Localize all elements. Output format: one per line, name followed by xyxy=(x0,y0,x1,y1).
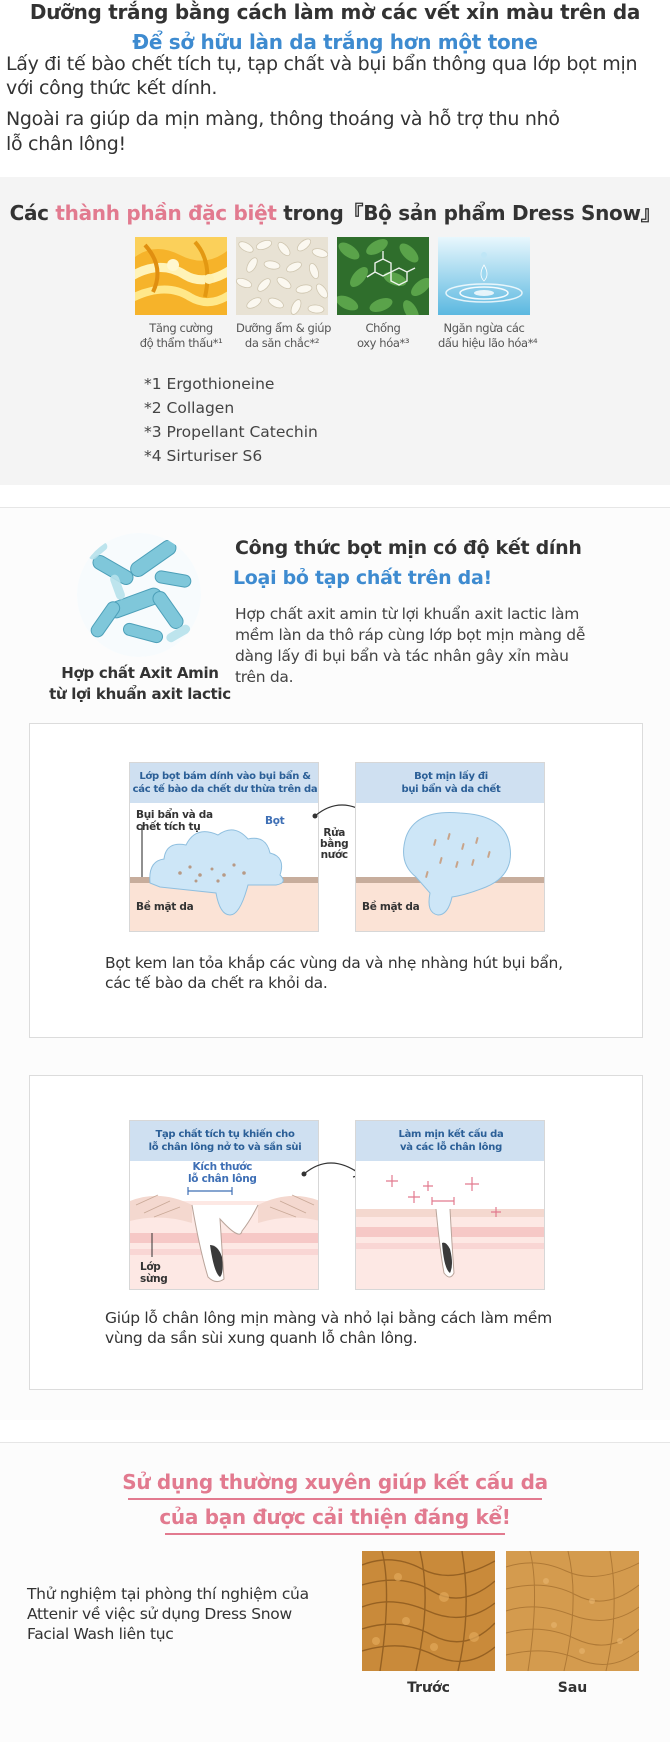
results-description-line: Attenir về việc sử dụng Dress Snow xyxy=(27,1605,292,1623)
diagram-header-line: Tạp chất tích tụ khiến cho xyxy=(155,1129,295,1140)
foam-description-line: dàng lấy đi bụi bẩn và tác nhân gây xỉn màu xyxy=(235,647,569,665)
card-description-line: Giúp lỗ chân lông mịn màng và nhỏ lại bằng cách làm mềm xyxy=(105,1309,552,1327)
skin-surface-label: Bề mặt da xyxy=(362,901,420,913)
ingredients-title-highlight: thành phần đặc biệt xyxy=(55,201,277,225)
results-section xyxy=(0,1442,670,1742)
results-description-line: Facial Wash liên tục xyxy=(27,1625,174,1643)
ingredient-caption xyxy=(438,321,538,351)
green-leaves-image xyxy=(337,237,429,315)
ingredient-note: *4 Sirturiser S6 xyxy=(144,447,263,465)
diagram-header-line: các tế bào da chết dư thừa trên da xyxy=(132,784,318,795)
diagram-body xyxy=(130,1161,319,1290)
water-drop-image xyxy=(438,237,530,315)
dirt-label-line: chết tích tụ xyxy=(136,821,201,833)
ingredients-title-pre: Các xyxy=(9,201,56,225)
rinse-label-line: bằng xyxy=(320,838,349,850)
intro-body-line: lỗ chân lông! xyxy=(6,133,126,155)
ingredients-title xyxy=(0,197,670,226)
diagram-header-line: Bọt mịn lấy đi xyxy=(414,771,488,782)
ingredient-item xyxy=(438,237,538,351)
smooth-pore-diagram xyxy=(355,1120,545,1290)
ingredient-caption xyxy=(236,321,332,351)
horny-layer-label-line: Lớp xyxy=(140,1261,161,1273)
results-heading: Sử dụng thường xuyên giúp kết cấu da xyxy=(122,1470,548,1494)
diagram-body xyxy=(356,803,545,932)
foam-description xyxy=(235,604,585,688)
skin-surface-label: Bề mặt da xyxy=(136,901,194,913)
results-description-line: Thử nghiệm tại phòng thí nghiệm của xyxy=(27,1585,309,1603)
after-skin-photo xyxy=(506,1551,639,1671)
foam-subheading: Loại bỏ tạp chất trên da! xyxy=(233,567,492,589)
ingredient-note: *2 Collagen xyxy=(144,399,235,417)
card-description xyxy=(105,1308,552,1348)
intro-body-line: Lấy đi tế bào chết tích tụ, tạp chất và bụi bẩn thông qua lớp bọt mịn xyxy=(6,53,638,75)
diagram-body xyxy=(356,1161,545,1290)
pore-size-label-line: lỗ chân lông xyxy=(188,1173,257,1185)
foam-description-line: Hợp chất axit amin từ lợi khuẩn axit lactic làm xyxy=(235,605,580,623)
foam-adhesion-diagram xyxy=(129,762,319,932)
diagram-header-line: và các lỗ chân lông xyxy=(400,1142,502,1153)
foam-removal-diagram xyxy=(355,762,545,932)
foam-description-line: trên da. xyxy=(235,668,294,686)
card-description xyxy=(105,953,563,993)
results-subheading: của bạn được cải thiện đáng kể! xyxy=(159,1505,511,1529)
diagram-header-line: Làm mịn kết cấu da xyxy=(398,1129,504,1140)
card-description-line: Bọt kem lan tỏa khắp các vùng da và nhẹ nhàng hút bụi bẩn, xyxy=(105,954,563,972)
pore-size-label xyxy=(188,1161,257,1185)
ingredient-caption-line: Dưỡng ẩm & giúp xyxy=(236,321,332,335)
ingredient-caption xyxy=(135,321,227,351)
intro-title: Dưỡng trắng bằng cách làm mờ các vết xỉn màu trên da xyxy=(29,0,641,24)
ingredient-caption-line: oxy hóa*³ xyxy=(356,336,410,350)
foam-heading: Công thức bọt mịn có độ kết dính xyxy=(235,537,582,559)
bacteria-caption-line: từ lợi khuẩn axit lactic xyxy=(49,685,231,703)
ingredient-note: *3 Propellant Catechin xyxy=(144,423,318,441)
after-label: Sau xyxy=(557,1680,588,1696)
diagram-header xyxy=(130,1121,319,1161)
enlarged-pore-diagram xyxy=(129,1120,319,1290)
horny-layer-label xyxy=(140,1261,168,1285)
ingredients-title-post: trong『Bộ sản phẩm Dress Snow』 xyxy=(276,201,661,225)
bacteria-image xyxy=(77,533,201,657)
intro-body-line: Ngoài ra giúp da mịn màng, thông thoáng và hỗ trợ thu nhỏ xyxy=(6,108,560,130)
ingredient-note: *1 Ergothioneine xyxy=(144,375,275,393)
dirt-label-line: Bụi bẩn và da xyxy=(136,809,213,821)
foam-description-line: mềm làn da thô ráp cùng lớp bọt mịn màng dễ xyxy=(235,626,586,644)
horny-layer-label-line: sừng xyxy=(140,1273,168,1285)
diagram-header xyxy=(356,763,545,803)
card-description-line: vùng da sần sùi xung quanh lỗ chân lông. xyxy=(105,1329,418,1347)
ingredient-caption-line: da săn chắc*² xyxy=(244,336,320,350)
diagram-header-line: bụi bẩn và da chết xyxy=(401,784,501,795)
ingredient-caption-line: Ngăn ngừa các xyxy=(443,321,525,335)
ingredient-caption xyxy=(337,321,429,351)
heading-underline xyxy=(165,1533,505,1535)
diagram-header-line: Lớp bọt bám dính vào bụi bẩn & xyxy=(139,771,311,782)
foam-section xyxy=(0,507,670,1420)
ingredient-caption-line: Tăng cường xyxy=(149,321,213,335)
heading-underline xyxy=(128,1498,542,1500)
before-skin-photo xyxy=(362,1551,495,1671)
diagram-body xyxy=(130,803,319,932)
pore-size-label-line: Kích thước xyxy=(192,1161,253,1173)
ingredient-caption-line: Chống xyxy=(365,321,401,335)
orange-fruit-image xyxy=(135,237,227,315)
dirt-label xyxy=(136,809,213,833)
before-label: Trước xyxy=(407,1680,450,1696)
foam-label: Bọt xyxy=(265,815,285,827)
diagram-header xyxy=(130,763,319,803)
diagram-header xyxy=(356,1121,545,1161)
bacteria-caption xyxy=(40,663,240,705)
intro-subtitle: Để sở hữu làn da trắng hơn một tone xyxy=(132,30,538,54)
ingredient-item xyxy=(337,237,429,351)
rinse-label-line: nước xyxy=(320,849,348,861)
ingredients-section xyxy=(0,177,670,485)
rinse-label-line: Rửa xyxy=(323,827,346,839)
ingredient-caption-line: dấu hiệu lão hóa*⁴ xyxy=(438,336,538,350)
diagram-header-line: lỗ chân lông nở to và sần sùi xyxy=(148,1142,302,1153)
foam-cleansing-card xyxy=(29,723,643,1038)
intro-body-line: với công thức kết dính. xyxy=(6,77,218,99)
ingredient-item xyxy=(135,237,227,351)
rice-grains-image xyxy=(236,237,328,315)
bacteria-caption-line: Hợp chất Axit Amin xyxy=(61,664,219,682)
pore-care-card xyxy=(29,1075,643,1390)
ingredient-notes xyxy=(144,372,318,468)
ingredient-item xyxy=(236,237,332,351)
results-description xyxy=(27,1584,309,1644)
rinse-label xyxy=(320,828,348,861)
card-description-line: các tế bào da chết ra khỏi da. xyxy=(105,974,328,992)
ingredient-caption-line: độ thẩm thấu*¹ xyxy=(139,336,223,350)
